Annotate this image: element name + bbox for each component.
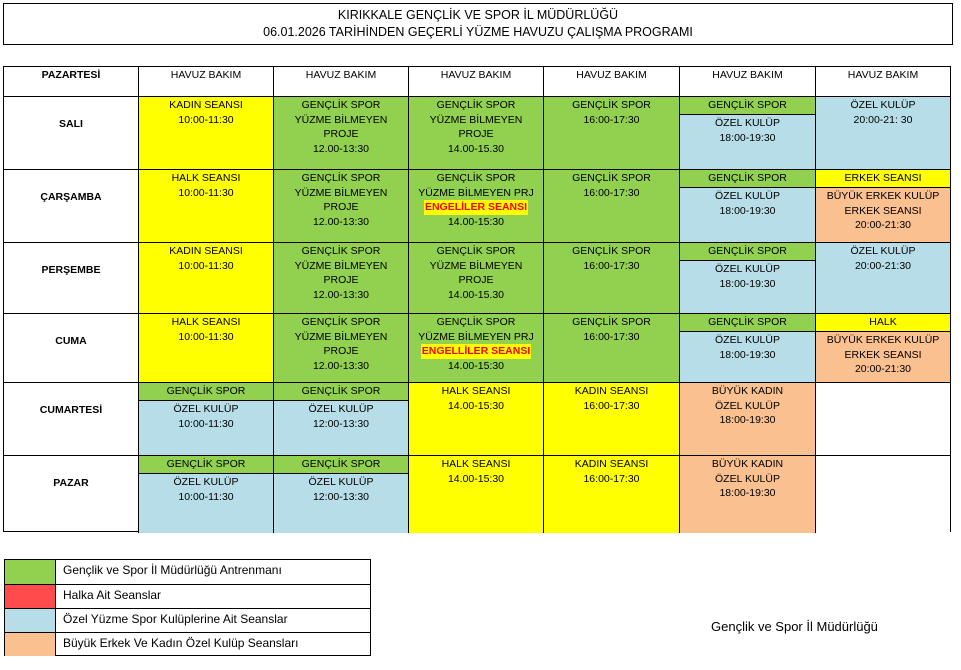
session-cell <box>544 170 680 243</box>
session-cell <box>544 456 680 533</box>
session-cell <box>274 383 409 456</box>
session-text: 16:00-17:30 <box>583 113 640 126</box>
schedule-row <box>4 97 950 170</box>
session-text: HAVUZ BAKIM <box>440 69 512 81</box>
session-text: KADIN SEANSI <box>169 99 243 111</box>
session-block <box>816 97 950 169</box>
day-label: CUMA <box>4 314 139 383</box>
legend-label: Büyük Erkek Ve Kadın Özel Kulüp Seansları <box>63 636 299 650</box>
session-text: 20:00-21:30 <box>854 219 912 232</box>
session-text: HAVUZ BAKIM <box>305 69 377 81</box>
session-cell <box>409 170 544 243</box>
session-cell <box>816 67 950 97</box>
session-text: GENÇLİK SPOR <box>572 245 651 257</box>
session-text: GENÇLİK SPOR <box>166 385 246 397</box>
session-text: ÖZEL KULÜP <box>850 245 916 257</box>
session-text: ÖZEL KULÜP <box>173 476 239 488</box>
session-cell <box>816 97 950 170</box>
session-text: YÜZME BİLMEYEN <box>294 259 388 272</box>
session-block <box>816 187 950 242</box>
highlighted-session-text: ENGELİLER SEANSI <box>424 201 528 214</box>
session-cell <box>409 383 544 456</box>
session-text: 12:00-13:30 <box>312 490 370 503</box>
session-block <box>544 314 679 382</box>
session-text: YÜZME BİLMEYEN <box>294 113 388 126</box>
header-title: KIRIKKALE GENÇLİK VE SPOR İL MÜDÜRLÜĞÜ <box>337 8 619 22</box>
session-block <box>139 314 273 382</box>
session-block <box>409 97 543 169</box>
session-block <box>274 400 408 455</box>
session-block <box>139 383 273 400</box>
session-cell <box>816 456 950 533</box>
session-block <box>816 331 950 382</box>
session-text: PROJE <box>323 128 359 141</box>
session-cell <box>139 170 274 243</box>
legend-item <box>5 560 370 584</box>
session-block <box>139 67 273 96</box>
session-text: HALK SEANSI <box>171 172 241 184</box>
color-legend <box>4 559 371 656</box>
session-block <box>274 67 408 96</box>
session-text: 10:00-11:30 <box>178 113 234 126</box>
session-text: YÜZME BİLMEYEN <box>429 113 523 126</box>
session-text: GENÇLİK SPOR <box>301 316 381 328</box>
day-label: PAZAR <box>4 456 139 533</box>
session-text: KADIN SEANSI <box>574 385 649 397</box>
session-block <box>409 314 543 382</box>
legend-swatch <box>5 585 56 608</box>
session-text: GENÇLİK SPOR <box>301 245 381 257</box>
session-cell <box>409 456 544 533</box>
session-text: 18:00-19:30 <box>719 414 776 427</box>
session-text: GENÇLİK SPOR <box>166 458 246 470</box>
session-block <box>816 67 950 96</box>
session-block <box>680 314 815 331</box>
session-text: BÜYÜK ERKEK KULÜP <box>826 190 940 202</box>
session-cell <box>816 314 950 383</box>
session-text: PROJE <box>323 201 359 214</box>
session-text <box>409 344 543 359</box>
session-block <box>544 170 679 242</box>
session-block <box>409 456 543 533</box>
session-text: 12.00-13:30 <box>312 215 370 228</box>
session-block <box>274 97 408 169</box>
session-block <box>680 67 815 96</box>
session-text: GENÇLİK SPOR <box>436 172 516 184</box>
legend-label: Özel Yüzme Spor Kulüplerine Ait Seanslar <box>63 612 288 626</box>
legend-item <box>5 632 370 656</box>
legend-item <box>5 608 370 632</box>
session-text: 12.00-13:30 <box>312 359 370 372</box>
session-block <box>409 67 543 96</box>
session-text: HAVUZ BAKIM <box>712 69 783 81</box>
session-block <box>680 243 815 260</box>
session-text: 18:00-19:30 <box>719 348 776 361</box>
session-text: 18:00-19:30 <box>719 277 776 290</box>
session-text: PROJE <box>323 274 359 287</box>
session-text: GENÇLİK SPOR <box>572 99 651 111</box>
session-text: 14.00-15.30 <box>447 142 505 155</box>
day-label: SALI <box>4 97 139 170</box>
session-text: BÜYÜK KADIN <box>711 458 784 470</box>
session-text: 14.00-15:30 <box>447 215 505 228</box>
session-cell <box>274 170 409 243</box>
session-cell <box>274 243 409 314</box>
session-block <box>274 383 408 400</box>
session-block <box>680 187 815 242</box>
session-text: GENÇLİK SPOR <box>708 172 787 184</box>
session-block <box>139 243 273 313</box>
session-cell <box>409 67 544 97</box>
session-text: 18:00-19:30 <box>719 131 776 144</box>
schedule-row <box>4 314 950 383</box>
session-block <box>409 170 543 242</box>
session-text: 14.00-15.30 <box>447 288 505 301</box>
session-text: 12.00-13:30 <box>312 288 370 301</box>
session-block <box>816 170 950 187</box>
session-text: ÖZEL KULÜP <box>715 334 780 346</box>
session-cell <box>409 314 544 383</box>
session-text: KADIN SEANSI <box>574 458 649 470</box>
session-text: HAVUZ BAKIM <box>847 69 919 81</box>
session-cell <box>139 67 274 97</box>
session-block <box>816 243 950 313</box>
session-cell <box>544 383 680 456</box>
session-cell <box>274 314 409 383</box>
session-text: BÜYÜK KADIN <box>711 385 784 397</box>
session-cell <box>680 314 816 383</box>
session-text: PROJE <box>458 128 494 141</box>
document-header <box>3 3 953 45</box>
session-text: KADIN SEANSI <box>169 245 243 257</box>
day-label: PERŞEMBE <box>4 243 139 314</box>
session-text: 12:00-13:30 <box>312 417 370 430</box>
schedule-row <box>4 170 950 243</box>
session-block <box>544 456 679 533</box>
session-text: GENÇLİK SPOR <box>301 458 381 470</box>
session-text: GENÇLİK SPOR <box>708 99 787 111</box>
session-text: 16:00-17:30 <box>583 186 640 199</box>
session-block <box>816 456 950 533</box>
session-text: 20:00-21:30 <box>854 363 912 376</box>
session-text: HAVUZ BAKIM <box>576 69 647 81</box>
session-block <box>274 170 408 242</box>
session-cell <box>680 67 816 97</box>
legend-swatch <box>5 560 56 584</box>
session-text: YÜZME BİLMEYEN <box>294 186 388 199</box>
session-block <box>680 331 815 382</box>
session-block <box>274 314 408 382</box>
session-block <box>274 243 408 313</box>
session-text: HALK <box>869 316 897 328</box>
session-text: ÖZEL KULÜP <box>715 399 780 412</box>
session-block <box>139 170 273 242</box>
session-block <box>139 97 273 169</box>
session-text: 10:00-11:30 <box>178 186 234 199</box>
schedule-row <box>4 243 950 314</box>
session-block <box>816 383 950 455</box>
session-text: 16:00-17:30 <box>583 399 640 412</box>
session-text: 12.00-13:30 <box>312 142 370 155</box>
session-cell <box>139 97 274 170</box>
session-block <box>409 383 543 455</box>
session-text: ÖZEL KULÜP <box>850 99 916 111</box>
session-text: GENÇLİK SPOR <box>708 245 787 257</box>
session-block <box>544 243 679 313</box>
session-text: HAVUZ BAKIM <box>170 69 242 81</box>
session-text: ERKEK SEANSI <box>844 172 922 184</box>
session-block <box>139 400 273 455</box>
session-cell <box>544 243 680 314</box>
session-block <box>680 456 815 533</box>
session-text: 14.00-15:30 <box>447 359 505 372</box>
session-text: ÖZEL KULÜP <box>715 472 780 485</box>
session-text: 10:00-11:30 <box>178 259 234 272</box>
session-text: 20:00-21: 30 <box>853 113 913 126</box>
session-block <box>409 243 543 313</box>
session-text: YÜZME BİLMEYEN PRJ <box>418 186 534 199</box>
session-text: ÖZEL KULÜP <box>173 403 239 415</box>
schedule-row <box>4 67 950 97</box>
legend-swatch <box>5 609 56 632</box>
session-cell <box>680 170 816 243</box>
session-text: ÖZEL KULÜP <box>308 403 374 415</box>
session-block <box>139 456 273 473</box>
session-text: ÖZEL KULÜP <box>715 117 780 129</box>
session-text: ÖZEL KULÜP <box>715 263 780 275</box>
session-block <box>544 97 679 169</box>
session-text: HALK SEANSI <box>441 458 511 470</box>
session-cell <box>816 383 950 456</box>
session-cell <box>409 97 544 170</box>
day-label: PAZARTESİ <box>4 67 139 97</box>
session-text: 10:00-11:30 <box>178 417 234 430</box>
session-cell <box>139 243 274 314</box>
session-text: ÖZEL KULÜP <box>308 476 374 488</box>
session-text: 20:00-21:30 <box>854 259 912 272</box>
legend-label: Gençlik ve Spor İl Müdürlüğü Antrenmanı <box>63 563 282 577</box>
session-text: PROJE <box>323 345 359 358</box>
session-cell <box>816 170 950 243</box>
session-text: 14.00-15:30 <box>447 399 505 412</box>
session-text: GENÇLİK SPOR <box>572 316 651 328</box>
session-text: 10:00-11:30 <box>178 330 234 343</box>
session-text <box>409 200 543 215</box>
session-block <box>544 67 679 96</box>
session-cell <box>409 243 544 314</box>
session-text: ERKEK SEANSI <box>844 204 922 217</box>
day-label: CUMARTESİ <box>4 383 139 456</box>
schedule-row <box>4 456 950 533</box>
session-text: GENÇLİK SPOR <box>436 245 516 257</box>
session-text: ÖZEL KULÜP <box>715 190 780 202</box>
session-cell <box>816 243 950 314</box>
session-block <box>680 383 815 455</box>
legend-swatch <box>5 633 56 656</box>
session-block <box>680 260 815 313</box>
session-block <box>274 473 408 533</box>
session-text: 14.00-15:30 <box>447 472 505 485</box>
session-block <box>680 97 815 114</box>
session-cell <box>139 456 274 533</box>
session-text: GENÇLİK SPOR <box>301 99 381 111</box>
session-text: HALK SEANSI <box>171 316 241 328</box>
day-label: ÇARŞAMBA <box>4 170 139 243</box>
session-block <box>139 473 273 533</box>
session-text: GENÇLİK SPOR <box>301 385 381 397</box>
session-text: HALK SEANSI <box>441 385 511 397</box>
session-text: YÜZME BİLMEYEN PRJ <box>418 330 534 343</box>
session-cell <box>544 67 680 97</box>
session-text: GENÇLİK SPOR <box>436 99 516 111</box>
session-text: 16:00-17:30 <box>583 259 640 272</box>
session-text: 10:00-11:30 <box>178 490 234 503</box>
legend-label: Halka Ait Seanslar <box>63 588 162 602</box>
schedule-table <box>3 66 951 532</box>
session-cell <box>274 97 409 170</box>
session-cell <box>680 243 816 314</box>
session-text: GENÇLİK SPOR <box>572 172 651 184</box>
session-cell <box>274 456 409 533</box>
session-cell <box>139 383 274 456</box>
session-cell <box>544 97 680 170</box>
session-text: YÜZME BİLMEYEN <box>294 330 388 343</box>
highlighted-session-text: ENGELLİLER SEANSI <box>421 345 531 358</box>
session-text: GENÇLİK SPOR <box>708 316 787 328</box>
session-block <box>680 170 815 187</box>
session-cell <box>544 314 680 383</box>
session-block <box>274 456 408 473</box>
session-text: GENÇLİK SPOR <box>436 316 516 328</box>
session-text: PROJE <box>458 274 494 287</box>
session-text: YÜZME BİLMEYEN <box>429 259 523 272</box>
session-text: ERKEK SEANSI <box>844 348 922 361</box>
session-cell <box>680 97 816 170</box>
session-text: 18:00-19:30 <box>719 204 776 217</box>
session-block <box>680 114 815 169</box>
legend-item <box>5 584 370 608</box>
session-cell <box>680 456 816 533</box>
session-text: 16:00-17:30 <box>583 472 640 485</box>
session-block <box>816 314 950 331</box>
schedule-row <box>4 383 950 456</box>
session-text: 16:00-17:30 <box>583 330 640 343</box>
header-subtitle: 06.01.2026 TARİHİNDEN GEÇERLİ YÜZME HAVUZU ÇALIŞMA PROGRAMI <box>263 25 693 39</box>
session-cell <box>274 67 409 97</box>
session-text: 18:00-19:30 <box>719 487 776 500</box>
session-text: BÜYÜK ERKEK KULÜP <box>826 334 940 346</box>
session-text: GENÇLİK SPOR <box>301 172 381 184</box>
signature-text: Gençlik ve Spor İl Müdürlüğü <box>711 619 878 634</box>
session-cell <box>680 383 816 456</box>
session-block <box>544 383 679 455</box>
session-cell <box>139 314 274 383</box>
